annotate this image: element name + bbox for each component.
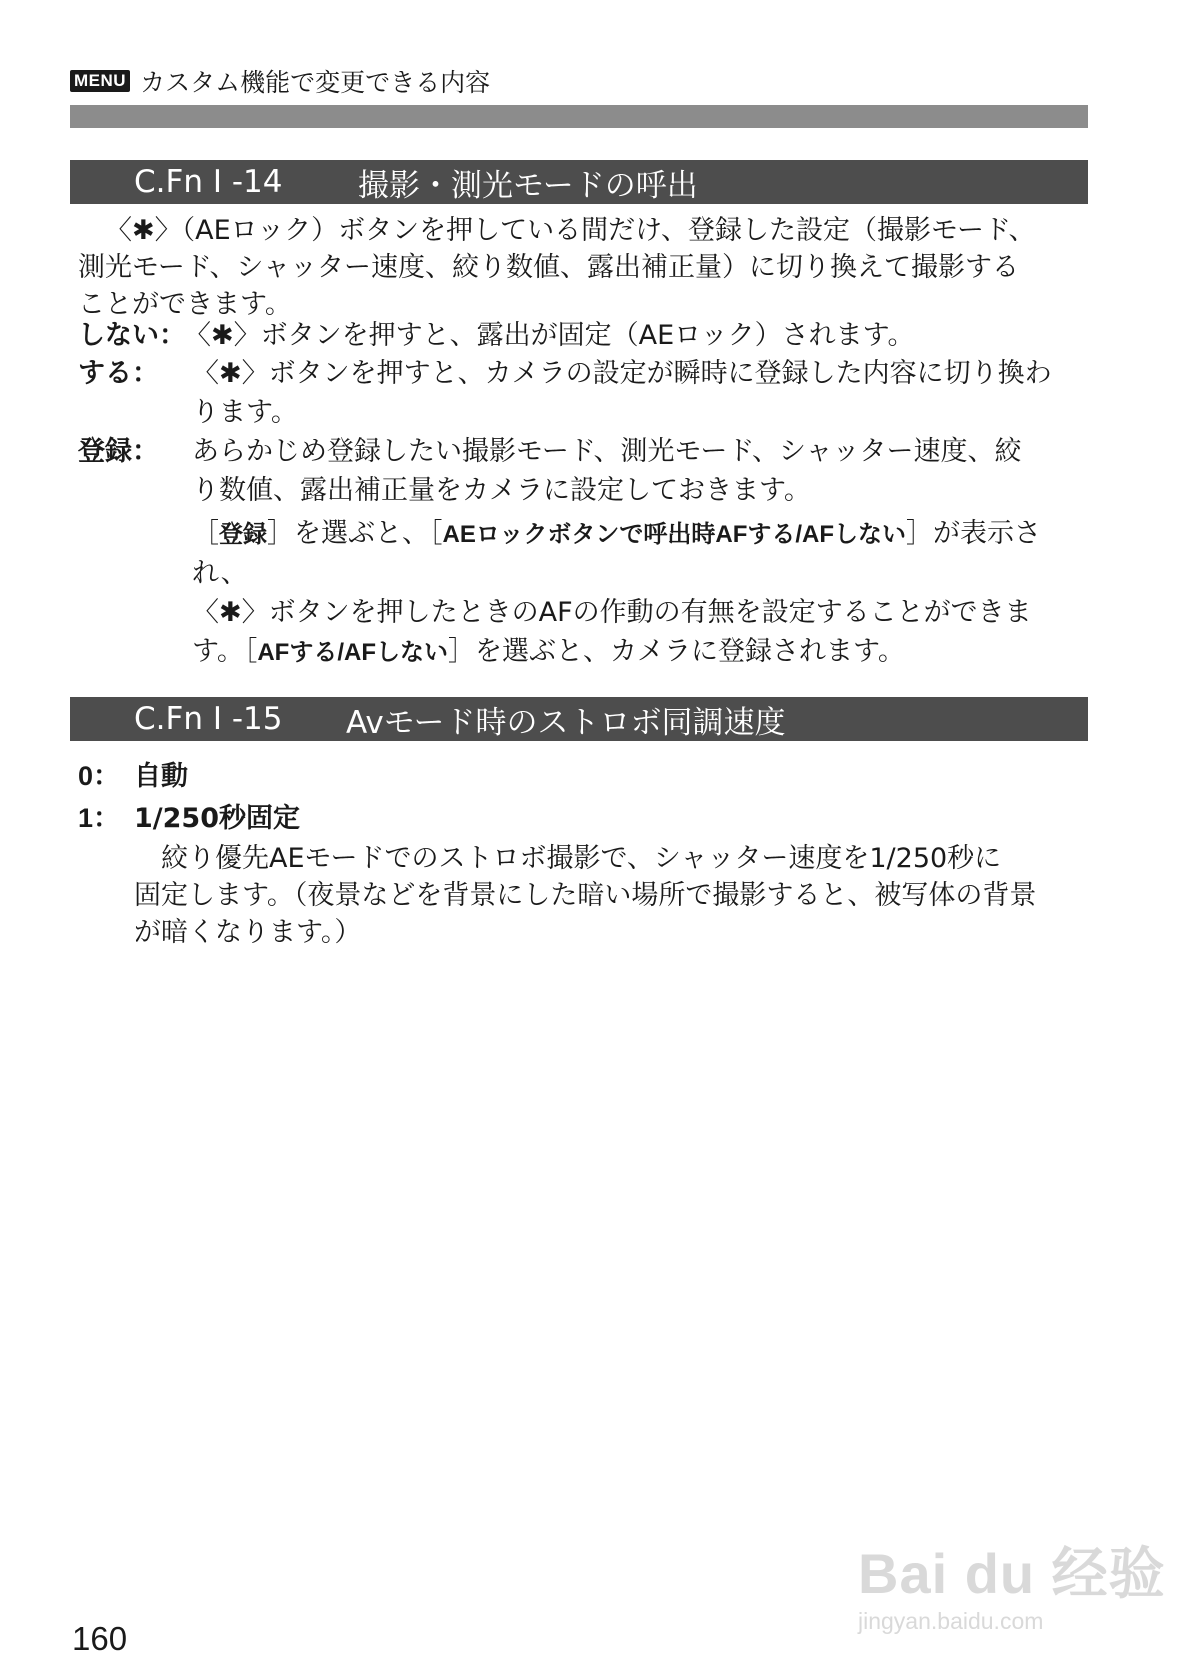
page-header	[70, 64, 490, 98]
ae-lock-icon: ✱	[219, 358, 242, 389]
option-label: 0：	[78, 761, 121, 791]
intro-line: ことができます。	[78, 289, 292, 320]
section-heading-cfn-i-14	[70, 160, 1088, 204]
ae-lock-icon: ✱	[132, 215, 155, 246]
section-heading-cfn-i-15	[70, 697, 1088, 741]
watermark-url: jingyan.baidu.com	[858, 1608, 1044, 1634]
watermark-logo: Bai du 经验	[858, 1542, 1166, 1605]
section1-intro	[78, 212, 1088, 323]
option-label: 登録：	[78, 436, 159, 467]
section-id: C.Fn I -14	[134, 164, 283, 200]
intro-line: 〈✱〉（AEロック）ボタンを押している間だけ、登録した設定（撮影モード、	[105, 215, 1036, 246]
option-text: 1/250秒固定	[134, 803, 301, 834]
ae-lock-icon: ✱	[211, 320, 234, 351]
baidu-watermark	[858, 1530, 1166, 1635]
option-text: 自動	[134, 761, 188, 792]
page-number: 160	[72, 1620, 128, 1657]
option-label: する：	[78, 358, 159, 389]
header-title: カスタム機能で変更できる内容	[140, 68, 491, 97]
option-shinai	[78, 316, 1088, 356]
menu-badge-icon: MENU	[70, 70, 130, 92]
section-title: 撮影・測光モードの呼出	[358, 167, 698, 204]
option-text: 〈✱〉ボタンを押すと、カメラの設定が瞬時に登録した内容に切り換わ ります。	[192, 358, 1052, 428]
option-1	[78, 799, 1088, 839]
touroku-note: ［登録］を選ぶと、［AEロックボタンで呼出時AFする/AFしない］が表示され、 〈✱〉ボタンを押したときのAFの作動の有無を設定することができま す。［AFする/AFしない］を選ぶと、カメラに登録されます。	[192, 518, 1042, 667]
ae-lock-icon: ✱	[219, 597, 242, 628]
section-id: C.Fn I -15	[134, 701, 283, 737]
section-title: Avモード時のストロボ同調速度	[346, 704, 786, 741]
option-touroku	[78, 432, 1088, 512]
option-text: 〈✱〉ボタンを押すと、露出が固定（AEロック）されます。	[184, 320, 915, 351]
header-rule	[70, 105, 1088, 128]
option-text: あらかじめ登録したい撮影モード、測光モード、シャッター速度、絞 り数値、露出補正量をカメラに設定しておきます。	[192, 436, 1022, 506]
option-label: 1：	[78, 803, 121, 833]
option-1-description: 絞り優先AEモードでのストロボ撮影で、シャッター速度を1/250秒に 固定します。（夜景などを背景にした暗い場所で撮影すると、被写体の背景 が暗くなります。）	[134, 843, 1037, 948]
option-label: しない：	[78, 320, 186, 351]
option-0	[78, 757, 1088, 797]
option-suru	[78, 354, 1088, 434]
intro-line: 測光モード、シャッター速度、絞り数値、露出補正量）に切り換えて撮影する	[78, 252, 1019, 283]
menu-ref: AEロックボタンで呼出時AFする/AFしない	[442, 521, 907, 548]
menu-ref: 登録	[219, 521, 267, 548]
menu-ref: AFする/AFしない	[257, 639, 448, 666]
